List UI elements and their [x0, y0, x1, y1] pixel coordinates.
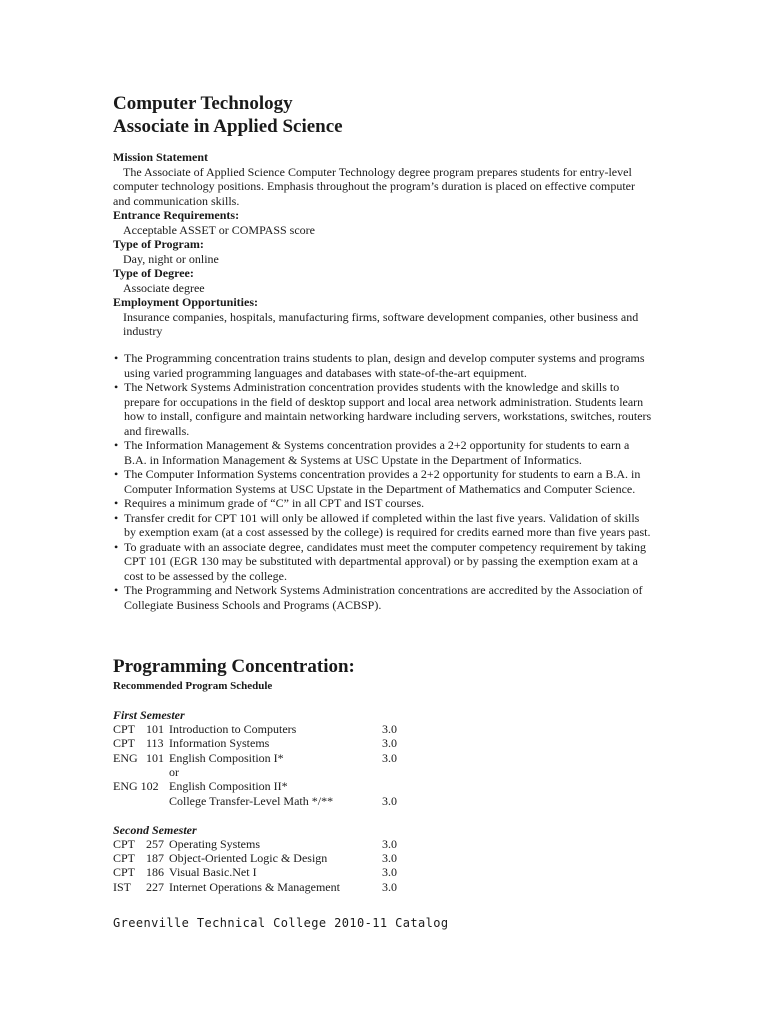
course-number: 186	[146, 865, 164, 879]
list-item: • The Programming and Network Systems Administration concentrations are accredited by the Association of Collegiate Business Schools and Programs (ACBSP).	[113, 583, 653, 612]
course-credits: 3.0	[382, 837, 397, 851]
page-title: Computer Technology	[113, 93, 293, 114]
employment-heading: Employment Opportunities:	[113, 295, 259, 309]
course-row	[113, 736, 413, 751]
course-title: or	[169, 765, 179, 779]
course-number: 101	[146, 722, 164, 736]
list-item: • To graduate with an associate degree, candidates must meet the computer competency requirement by taking CPT 101 (EGR 130 may be substituted with departmental approval) or by passing the exemption exam at a cost to be assessed by the college.	[113, 540, 653, 584]
course-credits: 3.0	[382, 851, 397, 865]
list-item: • Transfer credit for CPT 101 will only be allowed if completed within the last five years. Validation of skills by exemption exam (at a cost assessed by the college) is required for credits earned more than five years past.	[113, 511, 653, 540]
course-dept: CPT	[113, 837, 136, 851]
degree-type-heading: Type of Degree:	[113, 266, 194, 280]
course-dept: ENG 102	[113, 779, 159, 793]
course-dept: CPT	[113, 722, 136, 736]
course-credits: 3.0	[382, 736, 397, 750]
course-row	[113, 765, 413, 780]
list-item: • The Programming concentration trains students to plan, design and develop computer systems and programs using varied programming languages and databases with state-of-the-art equipment.	[113, 351, 653, 380]
first-semester-label: First Semester	[113, 708, 185, 722]
course-title: Visual Basic.Net I	[169, 865, 257, 879]
list-item: • The Computer Information Systems concentration provides a 2+2 opportunity for students to earn a B.A. in Computer Information Systems at USC Upstate in the Department of Mathematics and Computer Science.	[113, 467, 653, 496]
course-title: Operating Systems	[169, 837, 260, 851]
list-item: • Requires a minimum grade of “C” in all CPT and IST courses.	[113, 496, 653, 511]
second-semester-label: Second Semester	[113, 823, 197, 837]
course-title: Information Systems	[169, 736, 270, 750]
course-title: Internet Operations & Management	[169, 880, 340, 894]
concentration-bullet-list	[113, 351, 653, 612]
course-row	[113, 751, 413, 766]
course-row	[113, 851, 413, 866]
course-dept: IST	[113, 880, 131, 894]
course-row	[113, 722, 413, 737]
course-credits: 3.0	[382, 794, 397, 808]
course-row	[113, 865, 413, 880]
programming-concentration-title: Programming Concentration:	[113, 656, 355, 677]
course-number: 113	[146, 736, 164, 750]
course-title: English Composition I*	[169, 751, 284, 765]
course-credits: 3.0	[382, 722, 397, 736]
program-type-text: Day, night or online	[123, 251, 219, 266]
course-row	[113, 779, 413, 794]
entrance-text: Acceptable ASSET or COMPASS score	[123, 222, 315, 237]
degree-type-text: Associate degree	[123, 280, 205, 295]
course-number: 227	[146, 880, 164, 894]
program-type-heading: Type of Program:	[113, 237, 204, 251]
entrance-heading: Entrance Requirements:	[113, 208, 240, 222]
page-subtitle: Associate in Applied Science	[113, 116, 343, 137]
course-credits: 3.0	[382, 751, 397, 765]
employment-text: Insurance companies, hospitals, manufacturing firms, software development companies, other business and industry	[123, 309, 639, 338]
course-dept: ENG	[113, 751, 138, 765]
course-title: Object-Oriented Logic & Design	[169, 851, 328, 865]
list-item: • The Network Systems Administration concentration provides students with the knowledge and skills to prepare for occupations in the field of desktop support and local area network administration. Students learn how to install, configure and maintain networking hardware including servers, workstations, switches, routers and firewalls.	[113, 380, 653, 438]
course-credits: 3.0	[382, 865, 397, 879]
mission-heading: Mission Statement	[113, 150, 208, 164]
course-title: College Transfer-Level Math */**	[169, 794, 334, 808]
course-row	[113, 837, 413, 852]
course-number: 187	[146, 851, 164, 865]
recommended-schedule-label: Recommended Program Schedule	[113, 680, 273, 692]
course-row	[113, 794, 413, 809]
course-title: Introduction to Computers	[169, 722, 297, 736]
info-section	[113, 150, 653, 339]
course-dept: CPT	[113, 865, 136, 879]
list-item: • The Information Management & Systems concentration provides a 2+2 opportunity for students to earn a B.A. in Information Management & Systems at USC Upstate in the Department of Informatics.	[113, 438, 653, 467]
mission-text: The Associate of Applied Science Computer Technology degree program prepares students for entry-level computer technology positions. Emphasis throughout the program’s duration is placed on effective computer and communication skills.	[113, 164, 635, 208]
course-number: 101	[146, 751, 164, 765]
catalog-footer: Greenville Technical College 2010-11 Catalog	[113, 916, 449, 930]
course-row	[113, 880, 413, 895]
course-credits: 3.0	[382, 880, 397, 894]
course-number: 257	[146, 837, 164, 851]
course-title: English Composition II*	[169, 779, 288, 793]
course-dept: CPT	[113, 851, 136, 865]
course-dept: CPT	[113, 736, 136, 750]
